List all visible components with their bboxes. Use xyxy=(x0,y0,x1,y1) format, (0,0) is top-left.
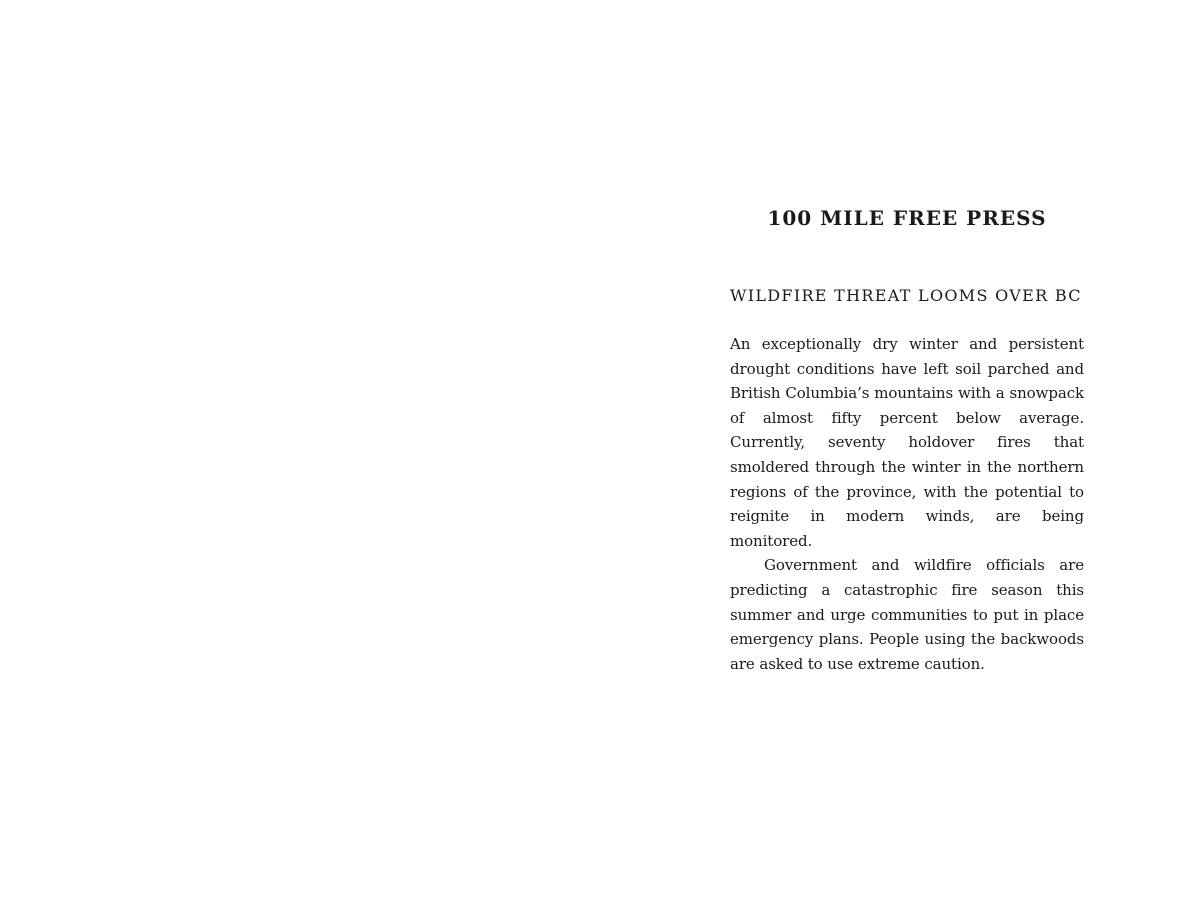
article-headline: WILDFIRE THREAT LOOMS OVER BC xyxy=(730,286,1082,305)
article-paragraph-2: Government and wildfire officials are predicting a catastrophic fire season this summer and urge communities to put in place emergency plans. People using the backwoods are asked to use extreme caution. xyxy=(730,556,1084,673)
newspaper-article xyxy=(730,206,1084,676)
newspaper-masthead: 100 MILE FREE PRESS xyxy=(767,206,1047,230)
article-paragraph-1: An exceptionally dry winter and persistent drought conditions have left soil parched and British Columbia’s mountains with a snowpack of almost fifty percent below average. Currently, seventy holdover fires that smoldered through the winter in the northern regions of the province, with the potential to reignite in modern winds, are being monitored. xyxy=(730,335,1084,550)
